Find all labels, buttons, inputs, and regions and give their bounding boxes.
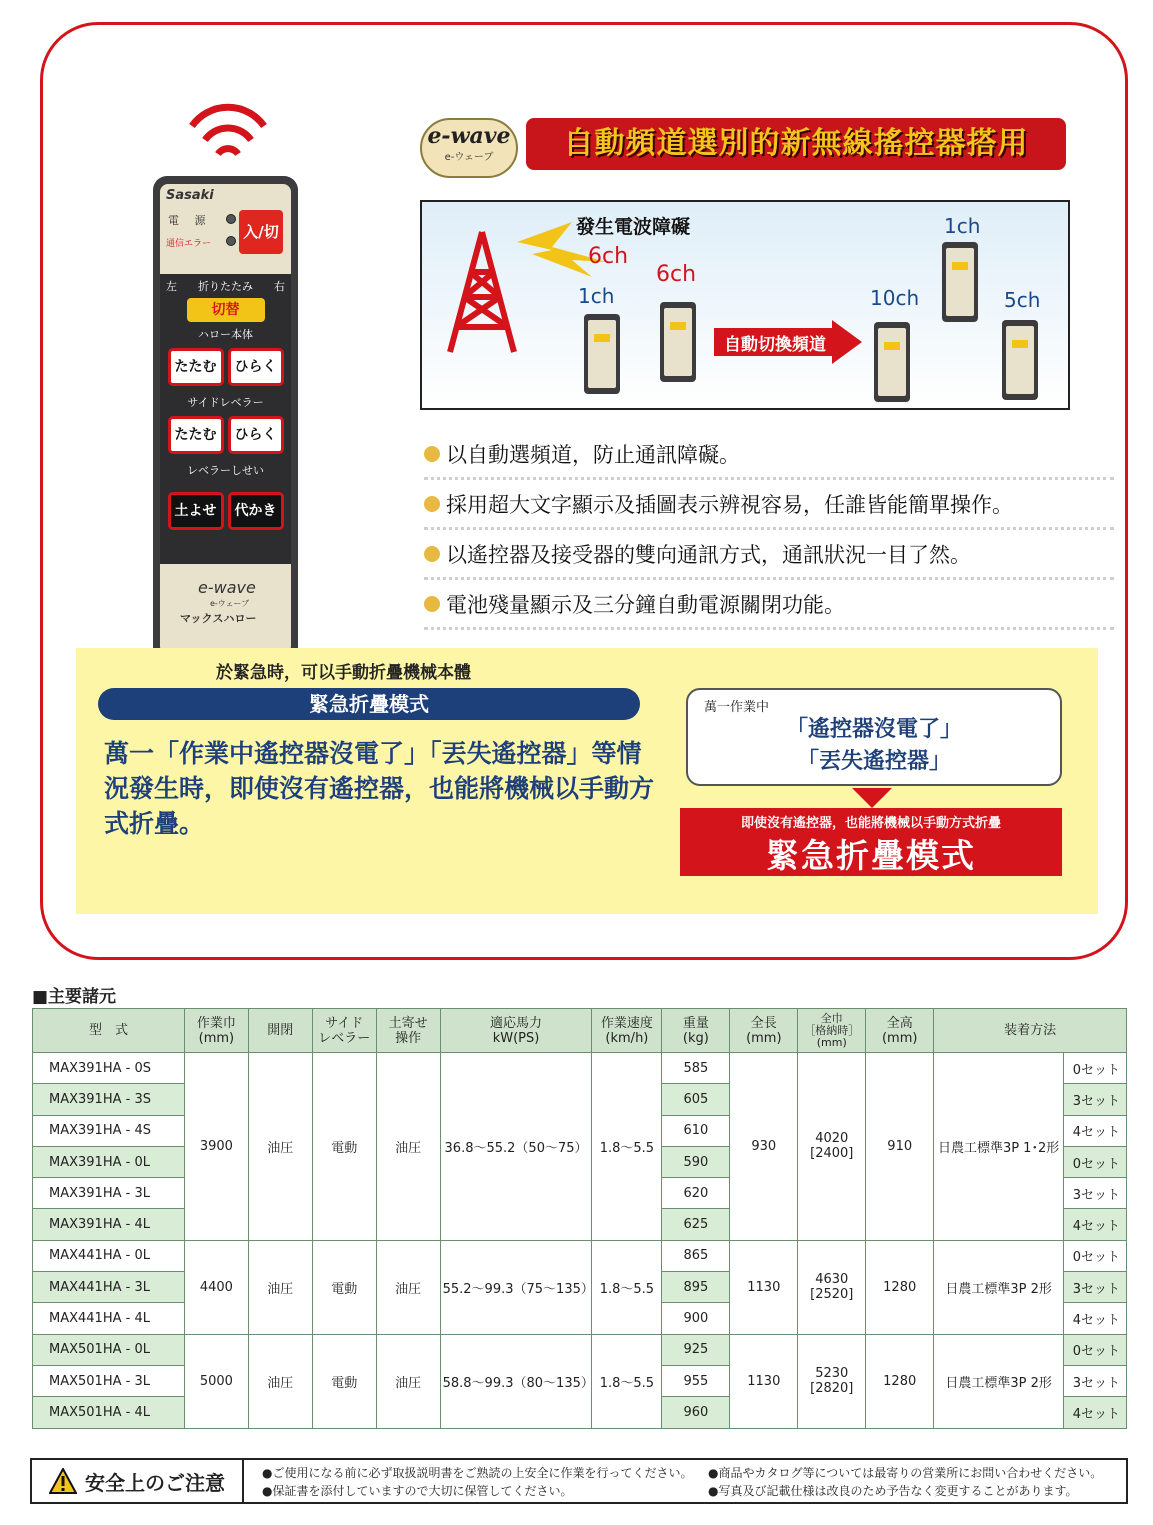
emergency-title: 緊急折疊模式 [98,688,640,720]
auto-switch-arrow [714,320,864,364]
header-hp: 適応馬力 kW(PS) [440,1009,592,1053]
model-cell: MAX391HA - 0S [33,1053,185,1084]
feature-text: 採用超大文字顯示及插圖表示辨視容易，任誰皆能簡單操作。 [446,492,1013,517]
product-name: マックスハロー [180,612,257,625]
safety-note-3: ●商品やカタログ等については最寄りの営業所にお問い合わせください。 [708,1466,1103,1480]
error-label: 通信エラー [166,239,212,249]
header-length: 全長 (mm) [730,1009,798,1053]
safety-note-1: ●ご使用になる前に必ず取扱説明書をご熟読の上安全に作業を行ってください。 [262,1466,693,1480]
set-cell: 0セット [1064,1240,1127,1271]
ch-label-1a: 1ch [578,284,615,308]
emergency-callout [686,688,1062,786]
width-cell: 5000 [184,1334,248,1428]
set-cell: 4セット [1064,1115,1127,1146]
table-row [33,1334,1127,1365]
weight-cell: 590 [662,1146,730,1177]
model-cell: MAX391HA - 3S [33,1084,185,1115]
soil-cell: 油圧 [376,1053,440,1241]
error-led [226,236,236,246]
warning-icon [49,1468,77,1494]
mount-cell: 日農工標準3P 2形 [934,1334,1064,1428]
hp-cell: 58.8～99.3（80～135） [440,1334,592,1428]
power-led [226,214,236,224]
ewave-logo [420,118,518,178]
set-cell: 3セット [1064,1365,1127,1396]
leveler-adjust-label: レベラーしせい [187,464,264,477]
safety-note-4: ●写真及び記載仕様は改良のため予告なく変更することがあります。 [708,1484,1078,1498]
set-cell: 0セット [1064,1053,1127,1084]
open-cell: 油圧 [248,1334,312,1428]
length-cell: 1130 [730,1240,798,1334]
ewave-logo-text: e-wave [427,123,511,149]
safety-title: 安全上のご注意 [85,1470,225,1495]
model-cell: MAX391HA - 3L [33,1178,185,1209]
model-cell: MAX441HA - 4L [33,1303,185,1334]
close-button-2: たたむ [168,416,224,454]
callout-line-2: 「丟失遙控器」 [796,749,951,774]
feature-list [424,430,1114,630]
weight-cell: 610 [662,1115,730,1146]
side-cell: 電動 [312,1053,376,1241]
fold-left-label: 左 [166,280,177,293]
weight-cell: 895 [662,1272,730,1303]
header-fullwidth: 全巾 ［格納時］ (mm) [798,1009,866,1053]
callout-line-1: 「遙控器沒電了」 [785,717,962,742]
safety-note-2: ●保証書を添付していますので大切に保管してください。 [262,1484,573,1498]
soil-button: 土よせ [168,492,224,530]
bullet-icon [424,546,440,562]
soil-cell: 油圧 [376,1334,440,1428]
fold-right-label: 右 [274,280,285,293]
safety-notice [30,1458,1128,1504]
set-cell: 3セット [1064,1272,1127,1303]
table-row [33,1053,1127,1084]
remote-logo: e-wave [198,578,256,597]
fullwidth-cell: 5230 [2820] [798,1334,866,1428]
switch-button: 切替 [187,298,265,322]
mini-remote-1 [584,314,620,394]
mode-big-text: 緊急折疊模式 [766,836,976,875]
weight-cell: 960 [662,1397,730,1428]
bullet-icon [424,496,440,512]
callout-small: 萬一作業中 [704,700,770,715]
fullwidth-cell: 4630 [2520] [798,1240,866,1334]
spec-title: ■主要諸元 [32,987,117,1007]
ch-label-5: 5ch [1004,288,1041,312]
header-height: 全高 (mm) [866,1009,934,1053]
feature-item [424,480,1114,530]
hello-body-label: ハロー本体 [198,328,253,341]
ch-label-6a: 6ch [588,244,629,269]
mini-remote-3 [874,322,910,402]
feature-text: 以自動選頻道，防止通訊障礙。 [446,442,740,467]
feature-item [424,580,1114,630]
open-cell: 油圧 [248,1240,312,1334]
feature-item [424,530,1114,580]
header-weight: 重量 (kg) [662,1009,730,1053]
speed-cell: 1.8～5.5 [592,1334,662,1428]
mini-remote-5 [1002,320,1038,400]
feature-text: 以遙控器及接受器的雙向通訊方式，通訊狀況一目了然。 [446,542,971,567]
header-model: 型 式 [33,1009,185,1053]
set-cell: 4セット [1064,1397,1127,1428]
side-cell: 電動 [312,1334,376,1428]
feature-text: 電池殘量顯示及三分鐘自動電源關閉功能。 [446,592,845,617]
set-cell: 3セット [1064,1178,1127,1209]
remote-body [153,176,298,676]
table-row [33,1240,1127,1271]
width-cell: 4400 [184,1240,248,1334]
hp-cell: 36.8～55.2（50～75） [440,1053,592,1241]
model-cell: MAX391HA - 0L [33,1146,185,1177]
ch-label-6b: 6ch [656,262,697,287]
model-cell: MAX391HA - 4S [33,1115,185,1146]
set-cell: 3セット [1064,1084,1127,1115]
headline: 自動頻道選別的新無線搖控器搭用 [526,118,1066,170]
ewave-logo-sub: e-ウェーブ [444,152,494,163]
emergency-body: 萬一「作業中遙控器沒電了」「丟失遙控器」等情況發生時，即使沒有遙控器，也能將機械以手動方式折疊。 [104,739,655,838]
fold-label: 折りたたみ [198,280,253,293]
auto-switch-label: 自動切換頻道 [724,335,826,355]
bullet-icon [424,446,440,462]
side-leveler-label: サイドレベラー [187,396,264,409]
weight-cell: 955 [662,1365,730,1396]
open-cell: 油圧 [248,1053,312,1241]
length-cell: 930 [730,1053,798,1241]
weight-cell: 865 [662,1240,730,1271]
arrow-down-icon [852,788,892,808]
ch-label-10: 10ch [870,286,920,310]
weight-cell: 925 [662,1334,730,1365]
mini-remote-4 [942,242,978,322]
bullet-icon [424,596,440,612]
feature-item [424,430,1114,480]
open-button: ひらく [228,348,284,386]
shiro-button: 代かき [228,492,284,530]
emergency-subtitle: 於緊急時，可以手動折疊機械本體 [216,663,471,683]
header-speed: 作業速度 (km/h) [592,1009,662,1053]
side-cell: 電動 [312,1240,376,1334]
remote-brand: Sasaki [166,188,214,203]
width-cell: 3900 [184,1053,248,1241]
header-width: 作業巾 (mm) [184,1009,248,1053]
open-button-2: ひらく [228,416,284,454]
model-cell: MAX441HA - 0L [33,1240,185,1271]
remote-logo-sub: e-ウェーブ [210,599,250,608]
emergency-mode-banner [680,808,1062,876]
weight-cell: 605 [662,1084,730,1115]
speed-cell: 1.8～5.5 [592,1240,662,1334]
diagram-title: 發生電波障礙 [576,216,691,238]
height-cell: 1280 [866,1240,934,1334]
model-cell: MAX501HA - 3L [33,1365,185,1396]
emergency-panel [76,648,1098,914]
header-mount: 装着方法 [934,1009,1127,1053]
mini-remote-2 [660,302,696,382]
model-cell: MAX501HA - 0L [33,1334,185,1365]
power-button: 入/切 [239,210,283,254]
channel-diagram [420,200,1070,410]
fullwidth-cell: 4020 [2400] [798,1053,866,1241]
spec-table [32,1008,1127,1429]
power-label: 電 源 [168,214,212,227]
header-soil: 土寄せ 操作 [376,1009,440,1053]
mount-cell: 日農工標準3P 2形 [934,1240,1064,1334]
hp-cell: 55.2～99.3（75～135） [440,1240,592,1334]
soil-cell: 油圧 [376,1240,440,1334]
close-button: たたむ [168,348,224,386]
weight-cell: 585 [662,1053,730,1084]
set-cell: 0セット [1064,1146,1127,1177]
mount-cell: 日農工標準3P 1･2形 [934,1053,1064,1241]
model-cell: MAX441HA - 3L [33,1272,185,1303]
model-cell: MAX501HA - 4L [33,1397,185,1428]
header-open: 開閉 [248,1009,312,1053]
set-cell: 4セット [1064,1209,1127,1240]
radio-waves-icon [183,90,273,162]
ch-label-1b: 1ch [944,214,981,238]
speed-cell: 1.8～5.5 [592,1053,662,1241]
length-cell: 1130 [730,1334,798,1428]
height-cell: 910 [866,1053,934,1241]
mode-small-text: 即使沒有遙控器，也能將機械以手動方式折疊 [740,816,1001,831]
header-side: サイド レベラー [312,1009,376,1053]
set-cell: 0セット [1064,1334,1127,1365]
weight-cell: 900 [662,1303,730,1334]
set-cell: 4セット [1064,1303,1127,1334]
weight-cell: 625 [662,1209,730,1240]
remote-illustration [150,90,300,625]
weight-cell: 620 [662,1178,730,1209]
model-cell: MAX391HA - 4L [33,1209,185,1240]
height-cell: 1280 [866,1334,934,1428]
